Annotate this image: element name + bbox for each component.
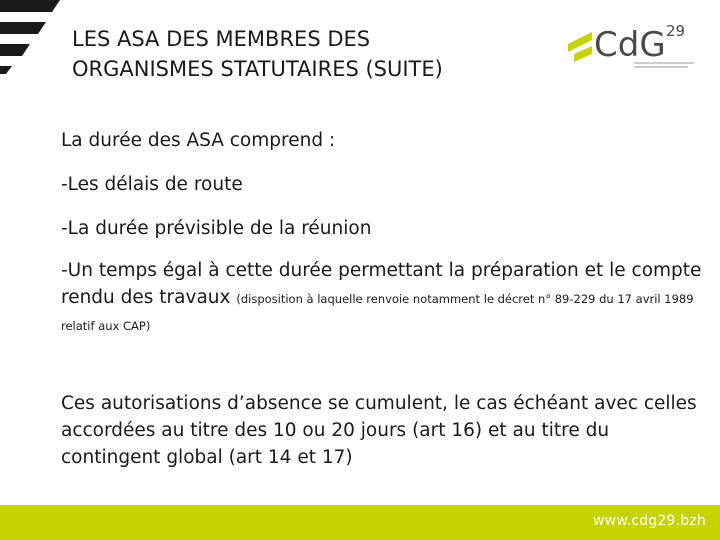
item-temps-main: -Un temps égal à cette durée permettant la préparation et le compte rendu des travaux	[61, 260, 702, 308]
item-delais: -Les délais de route	[61, 174, 243, 195]
footer-bar	[0, 505, 720, 540]
title-line-1: LES ASA DES MEMBRES DES	[72, 27, 371, 51]
intro-text: La durée des ASA comprend :	[61, 130, 336, 151]
title-line-2: ORGANISMES STATUTAIRES (SUITE)	[72, 57, 443, 81]
decorative-stripes	[0, 0, 60, 80]
item-temps	[61, 257, 709, 338]
slide-content	[61, 127, 709, 471]
item-duree: -La durée prévisible de la réunion	[61, 218, 372, 239]
cdg29-logo	[566, 14, 716, 78]
conclusion-text: Ces autorisations d’absence se cumulent, le cas échéant avec celles accordées au titre des 10 ou 20 jours (art 16) et au titre du contingent global (art 14 et 17)	[61, 393, 697, 468]
item-temps-note: (disposition à laquelle renvoie notamment le décret n° 89-229 du 17 avril 1989 relatif aux CAP)	[61, 292, 694, 333]
logo-number: 29	[666, 22, 686, 40]
footer-url: www.cdg29.bzh	[593, 513, 706, 529]
page-title	[72, 24, 542, 84]
logo-text: CdG	[594, 25, 666, 65]
